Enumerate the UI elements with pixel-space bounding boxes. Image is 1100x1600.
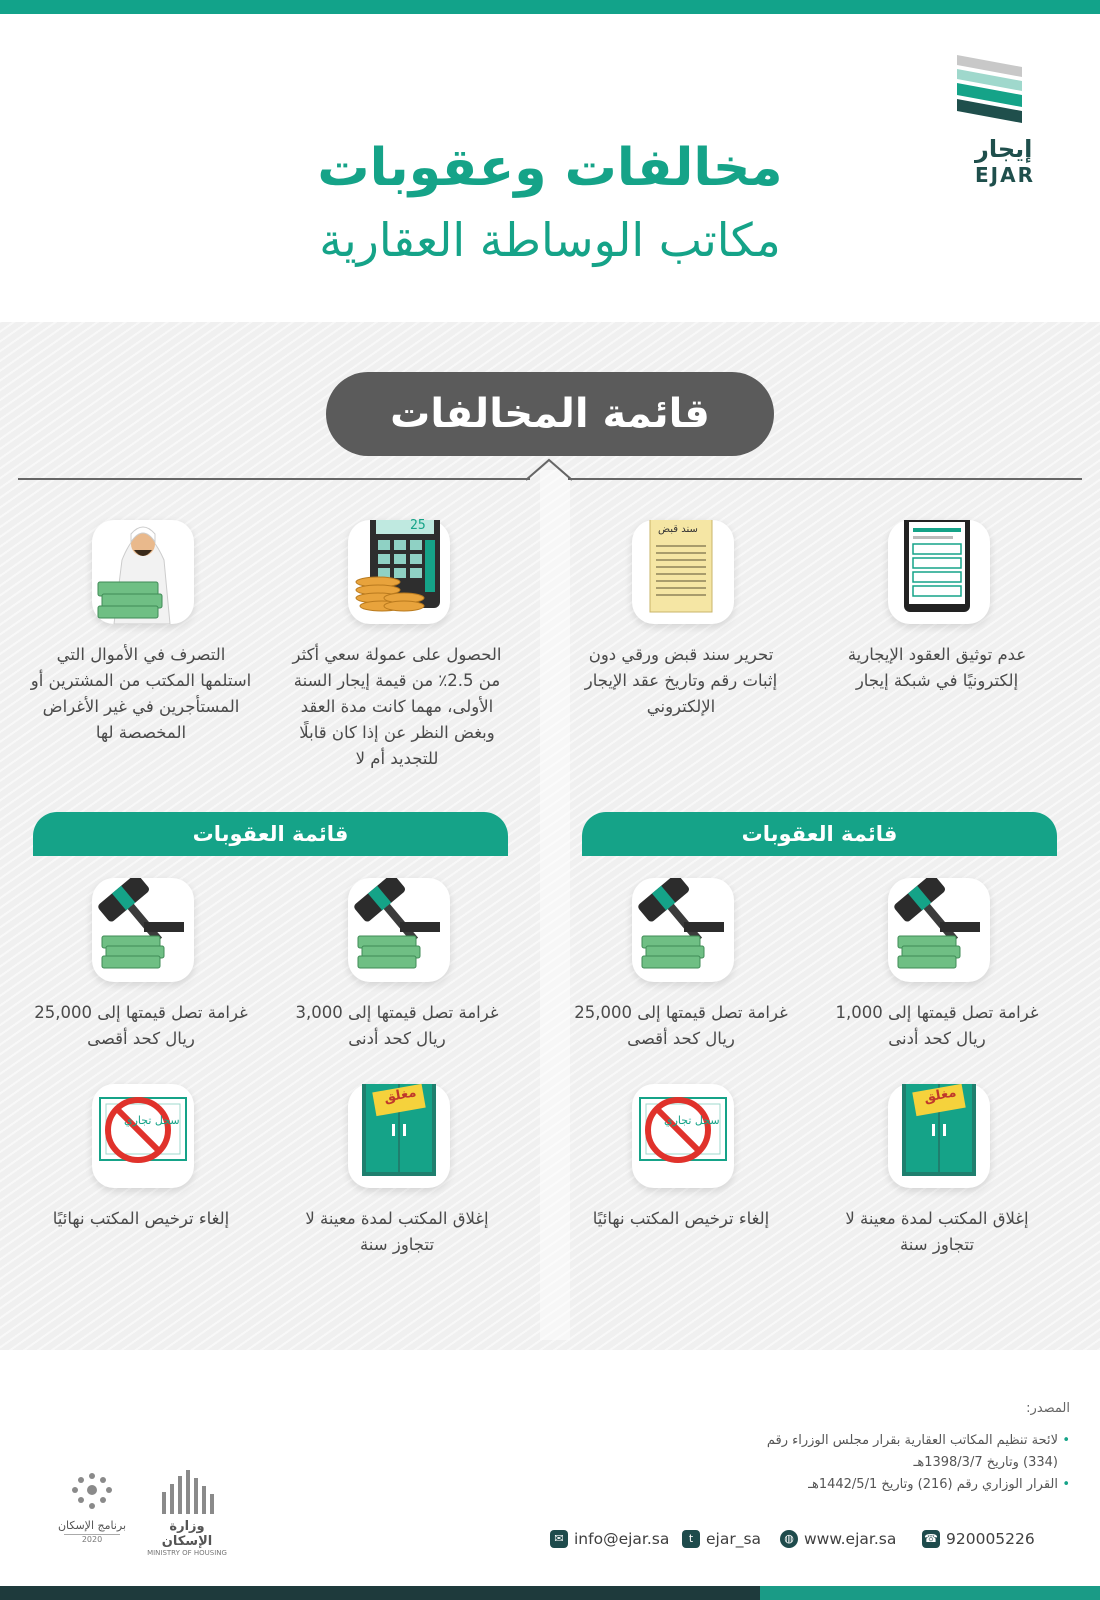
source-item: • القرار الوزاري رقم (216) وتاريخ 1442/5/1هـ [740, 1474, 1070, 1496]
website-contact[interactable] [780, 1526, 896, 1552]
phone-icon: ☎ [922, 1530, 940, 1548]
source-item: • لائحة تنظيم المكاتب العقارية بقرار مجلس الوزراء رقم (334) وتاريخ 1398/3/7هـ [740, 1430, 1070, 1474]
gavel-money-icon [348, 878, 450, 982]
penalties-heading-right: قائمة العقوبات [582, 812, 1057, 856]
right-fine-min-text: غرامة تصل قيمتها إلى 1,000 ريال كحد أدنى [835, 1003, 1039, 1048]
violation-2-text: تحرير سند قبض ورقي دون إثبات رقم وتاريخ عقد الإيجار الإلكتروني [584, 645, 778, 716]
tablet-icon [888, 520, 990, 624]
phone-text: 920005226 [946, 1530, 1035, 1548]
gavel-money-icon [632, 878, 734, 982]
cancel-license-icon [632, 1084, 734, 1188]
top-accent-bar [0, 0, 1100, 14]
registry-label: سجل تجاري [664, 1114, 720, 1127]
left-fine-max-text: غرامة تصل قيمتها إلى 25,000 ريال كحد أقصى [34, 1003, 248, 1048]
twitter-icon: t [682, 1530, 700, 1548]
left-fine-min-text: غرامة تصل قيمتها إلى 3,000 ريال كحد أدنى [295, 1003, 499, 1048]
calculator-display: 25 [410, 518, 426, 533]
page-title: مخالفات وعقوبات [317, 138, 783, 198]
penalties-heading-left: قائمة العقوبات [33, 812, 508, 856]
right-fine-max-text: غرامة تصل قيمتها إلى 25,000 ريال كحد أقصى [574, 1003, 788, 1048]
cancel-license-icon [92, 1084, 194, 1188]
divider-line-left [18, 478, 530, 480]
source-section [740, 1398, 1070, 1496]
email-icon: ✉ [550, 1530, 568, 1548]
right-close-text: إغلاق المكتب لمدة معينة لا تتجاوز سنة [845, 1209, 1029, 1254]
calculator-icon [348, 520, 450, 624]
gavel-money-icon [92, 878, 194, 982]
page-subtitle: مكاتب الوساطة العقارية [319, 213, 781, 267]
violation-1-text: عدم توثيق العقود الإيجارية إلكترونيًا في شبكة إيجار [847, 645, 1027, 690]
ministry-of-housing-logo [142, 1470, 232, 1557]
divider-notch [526, 458, 572, 482]
bottom-accent-bar [0, 1586, 1100, 1600]
violation-4-text: التصرف في الأموال التي استلمها المكتب من المشترين أو المستأجرين في غير الأغراض المخصصة لها [30, 645, 252, 742]
website-text: www.ejar.sa [804, 1530, 897, 1548]
globe-icon: ◍ [780, 1530, 798, 1548]
logo-arabic-text: إيجار [975, 135, 1033, 163]
right-cancel-text: إلغاء ترخيص المكتب نهائيًا [592, 1209, 770, 1228]
column-divider [540, 470, 570, 1340]
closed-door-icon [888, 1084, 990, 1188]
twitter-text: ejar_sa [706, 1530, 762, 1548]
program-year: 2020 [64, 1534, 120, 1544]
receipt-icon [632, 520, 734, 624]
email-text: info@ejar.sa [574, 1530, 670, 1548]
phone-contact[interactable] [922, 1526, 1035, 1552]
closed-sign: مغلق [382, 1085, 418, 1106]
contact-bar [550, 1526, 1050, 1552]
receipt-label: سند قبض [658, 524, 698, 535]
left-cancel-text: إلغاء ترخيص المكتب نهائيًا [52, 1209, 230, 1228]
gavel-money-icon [888, 878, 990, 982]
closed-door-icon [348, 1084, 450, 1188]
violations-heading: قائمة المخالفات [326, 372, 774, 456]
closed-sign: مغلق [922, 1085, 958, 1106]
divider-line-right [568, 478, 1082, 480]
registry-label: سجل تجاري [124, 1114, 180, 1127]
twitter-contact[interactable] [682, 1526, 761, 1552]
source-label: المصدر: [1026, 1401, 1070, 1416]
email-contact[interactable] [550, 1526, 669, 1552]
ministry-name-en: MINISTRY OF HOUSING [147, 1549, 227, 1557]
man-with-money-icon [92, 520, 194, 624]
program-name-ar: برنامج الإسكان [57, 1519, 127, 1532]
violation-3-text: الحصول على عمولة سعي أكثر من 2.5٪ من قيمة إيجار السنة الأولى، مهما كانت مدة العقد وبغض النظر عن إذا كان قابلًا للتجديد أم لا [292, 645, 502, 768]
housing-program-logo [50, 1470, 134, 1544]
logo-english-text: EJAR [975, 163, 1035, 187]
left-close-text: إغلاق المكتب لمدة معينة لا تتجاوز سنة [305, 1209, 489, 1254]
ministry-name-ar: وزارة الإسكان [161, 1519, 213, 1549]
